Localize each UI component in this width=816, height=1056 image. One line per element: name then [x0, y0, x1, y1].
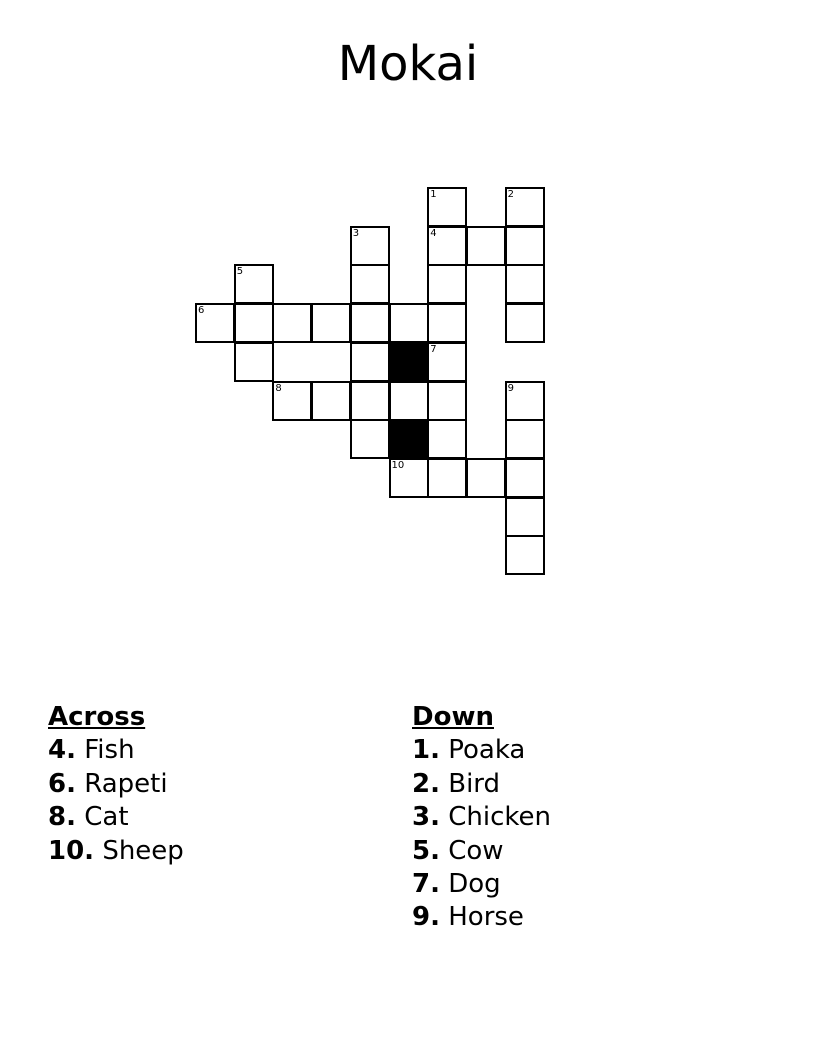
down-clue: [412, 734, 551, 767]
crossword-cell[interactable]: [389, 458, 429, 498]
crossword-cell[interactable]: [389, 381, 429, 421]
clue-number: 8.: [48, 802, 76, 833]
across-clues: [48, 701, 184, 868]
clue-text: Rapeti: [84, 768, 168, 799]
across-clue: [48, 835, 184, 868]
clue-number: 7.: [412, 869, 440, 900]
crossword-cell[interactable]: [272, 381, 312, 421]
crossword-cell[interactable]: [505, 419, 545, 459]
across-clue-list: [48, 734, 184, 868]
clue-number: 6: [198, 305, 205, 317]
crossword-cell[interactable]: [311, 381, 351, 421]
clue-number: 10: [391, 459, 405, 471]
down-clue: [412, 768, 551, 801]
crossword-cell[interactable]: [311, 303, 351, 343]
crossword-cell[interactable]: [427, 342, 467, 382]
crossword-cell[interactable]: [505, 226, 545, 266]
crossword-cell[interactable]: [350, 264, 390, 304]
clue-number: 9: [507, 382, 514, 394]
down-heading: Down: [412, 702, 494, 732]
crossword-cell[interactable]: [427, 187, 467, 227]
crossword-cell[interactable]: [466, 458, 506, 498]
down-clue: [412, 801, 551, 834]
clue-number: 2: [507, 189, 514, 200]
crossword-cell[interactable]: [195, 303, 235, 343]
down-clue: [412, 868, 551, 901]
down-clue: [412, 835, 551, 868]
crossword-cell[interactable]: [427, 303, 467, 343]
clue-text: Cat: [84, 802, 129, 833]
clue-number: 10.: [48, 835, 95, 866]
across-clue: [48, 734, 184, 767]
clue-number: 8: [275, 382, 282, 394]
clue-number: 4: [430, 227, 437, 239]
crossword-cell[interactable]: [389, 303, 429, 343]
crossword-cell[interactable]: [427, 226, 467, 266]
crossword-cell[interactable]: [505, 187, 545, 227]
crossword-cell[interactable]: [350, 342, 390, 382]
clue-number: 1: [430, 189, 437, 200]
clue-number: 9.: [412, 902, 440, 933]
crossword-cell[interactable]: [234, 264, 274, 304]
clue-text: Cow: [448, 835, 504, 866]
clue-text: Bird: [448, 768, 501, 799]
crossword-cell[interactable]: [505, 264, 545, 304]
crossword-cell[interactable]: [505, 381, 545, 421]
crossword-cell[interactable]: [234, 342, 274, 382]
clue-number: 5.: [412, 835, 440, 866]
crossword-cell[interactable]: [466, 226, 506, 266]
down-clue-list: [412, 734, 551, 934]
across-heading: Across: [48, 702, 146, 732]
clue-number: 4.: [48, 735, 76, 766]
crossword-cell[interactable]: [234, 303, 274, 343]
crossword-cell[interactable]: [505, 497, 545, 537]
clue-text: Chicken: [448, 802, 551, 833]
clue-number: 1.: [412, 735, 440, 766]
crossword-cell[interactable]: [427, 381, 467, 421]
across-clue: [48, 801, 184, 834]
clue-number: 5: [236, 266, 244, 278]
crossword-cell[interactable]: [505, 303, 545, 343]
crossword-cell[interactable]: [350, 419, 390, 459]
clue-number: 6.: [48, 768, 76, 799]
clue-text: Horse: [448, 902, 524, 933]
blocked-cell: [389, 342, 429, 382]
clue-text: Dog: [448, 869, 501, 900]
crossword-cell[interactable]: [427, 264, 467, 304]
clue-text: Poaka: [448, 735, 526, 766]
down-clues: [412, 701, 551, 935]
crossword-cell[interactable]: [505, 535, 545, 575]
crossword-cell[interactable]: [350, 226, 390, 266]
blocked-cell: [389, 419, 429, 459]
crossword-cell[interactable]: [350, 381, 390, 421]
across-clue: [48, 768, 184, 801]
clue-text: Fish: [84, 735, 135, 766]
crossword-cell[interactable]: [427, 419, 467, 459]
crossword-cell[interactable]: [272, 303, 312, 343]
clue-number: 3.: [412, 802, 440, 833]
down-clue: [412, 901, 551, 934]
puzzle-title: Mokai: [337, 36, 479, 92]
clue-text: Sheep: [102, 835, 184, 866]
clue-number: 2.: [412, 768, 440, 799]
crossword-cell[interactable]: [505, 458, 545, 498]
crossword-cell[interactable]: [427, 458, 467, 498]
crossword-cell[interactable]: [350, 303, 390, 343]
clue-number: 3: [352, 227, 360, 239]
clue-number: 7: [430, 343, 437, 355]
